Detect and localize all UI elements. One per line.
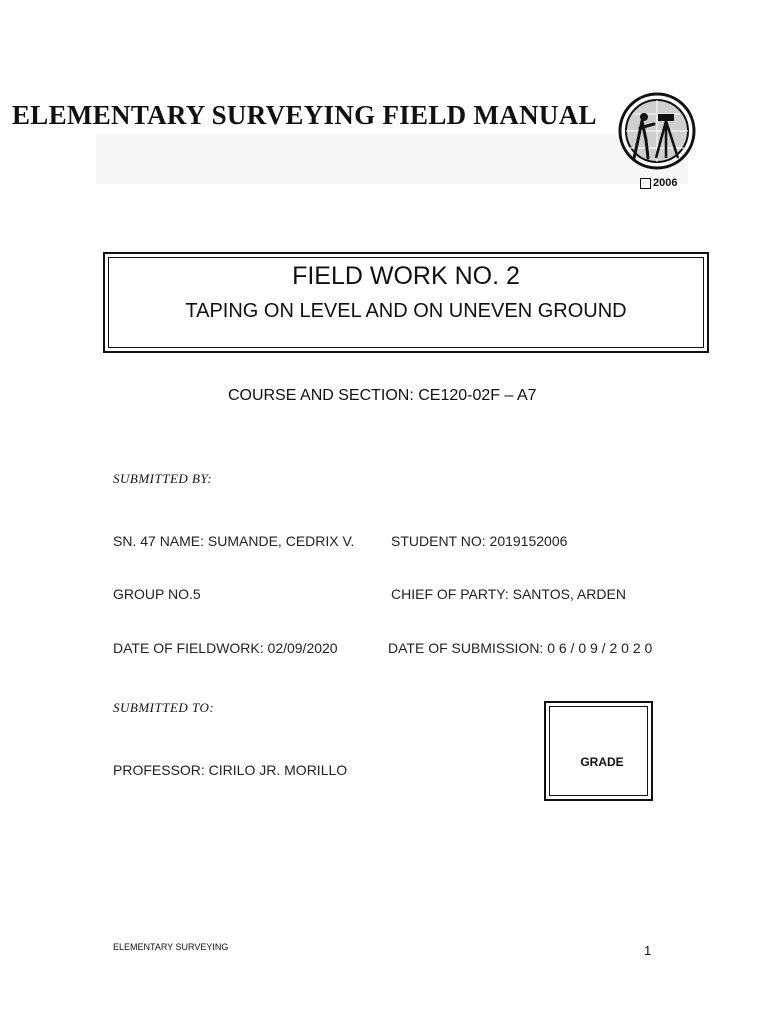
grade-label: GRADE (580, 755, 624, 769)
manual-title: ELEMENTARY SURVEYING FIELD MANUAL (12, 100, 597, 130)
grade-box (544, 701, 653, 801)
field-work-subtitle: TAPING ON LEVEL AND ON UNEVEN GROUND (185, 300, 627, 322)
checkbox-symbol (640, 178, 651, 189)
group-number: GROUP NO.5 (113, 586, 201, 602)
submitted-by-label: SUBMITTED BY: (113, 471, 213, 486)
footer-title: ELEMENTARY SURVEYING (113, 942, 229, 952)
submitted-to-label: SUBMITTED TO: (113, 700, 215, 715)
date-of-submission: DATE OF SUBMISSION: 0 6 / 0 9 / 2 0 2 0 (388, 640, 653, 656)
year-label (640, 177, 677, 189)
grade-box-inner-border (549, 706, 648, 796)
header-band (96, 134, 688, 184)
year-text: 2006 (653, 177, 678, 189)
chief-of-party: CHIEF OF PARTY: SANTOS, ARDEN (391, 586, 626, 602)
student-number: STUDENT NO: 2019152006 (391, 533, 568, 549)
field-work-title: FIELD WORK NO. 2 (292, 262, 520, 290)
surveyor-theodolite-logo-icon (618, 92, 696, 170)
student-name: SN. 47 NAME: SUMANDE, CEDRIX V. (113, 533, 355, 549)
professor-name: PROFESSOR: CIRILO JR. MORILLO (113, 762, 348, 778)
page-number: 1 (644, 943, 652, 958)
date-of-fieldwork: DATE OF FIELDWORK: 02/09/2020 (113, 640, 338, 656)
course-and-section: COURSE AND SECTION: CE120-02F – A7 (228, 387, 537, 404)
